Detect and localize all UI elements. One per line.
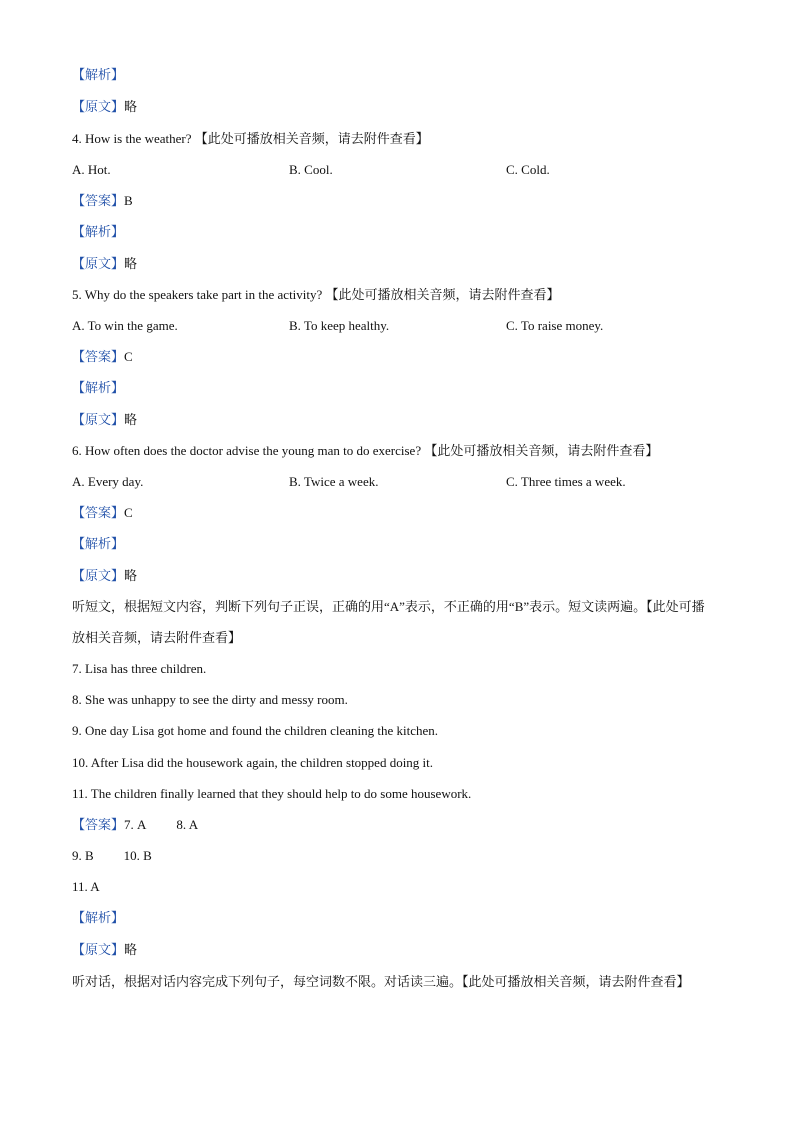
q4-option-a: A. Hot.: [72, 162, 111, 177]
tf-answer-line: [72, 816, 198, 834]
q5-answer: C: [124, 349, 133, 364]
tf-answer-11: 11. A: [72, 879, 100, 894]
omitted-text: 略: [124, 256, 138, 271]
original-tag: 【原文】: [72, 568, 125, 583]
omitted-text: 略: [124, 942, 138, 957]
q5-analysis-line: [72, 379, 124, 397]
tf-statement-9: 9. One day Lisa got home and found the children cleaning the kitchen.: [72, 723, 439, 738]
q4-answer-line: [72, 192, 133, 210]
q4-original-line: [72, 255, 137, 273]
original-tag: 【原文】: [72, 99, 125, 114]
tf-answer-7: 7. A: [124, 817, 147, 832]
q4-option-c: C. Cold.: [506, 162, 550, 177]
analysis-tag: 【解析】: [72, 910, 125, 925]
q6-option-a: A. Every day.: [72, 474, 144, 489]
omitted-text: 略: [124, 568, 138, 583]
fill-instruction: 听对话，根据对话内容完成下列句子，每空词数不限。对话读三遍。【此处可播放相关音频，请去附件查看】: [72, 974, 690, 989]
q6-analysis-line: [72, 535, 124, 553]
q5-original-line: [72, 411, 137, 429]
tf-answer-9: 9. B: [72, 848, 94, 863]
question-4-text: 4. How is the weather?: [72, 131, 192, 146]
answer-tag: 【答案】: [72, 193, 125, 208]
tf-answer-8: 8. A: [176, 817, 199, 832]
tf-statement-7: 7. Lisa has three children.: [72, 661, 207, 676]
tf-statement-10: 10. After Lisa did the housework again, the children stopped doing it.: [72, 755, 434, 770]
q6-answer-line: [72, 504, 133, 522]
tf-statement-11: 11. The children finally learned that they should help to do some housework.: [72, 786, 472, 801]
tf-original-line: [72, 941, 137, 959]
tf-answer-10: 10. B: [123, 848, 152, 863]
answer-tag: 【答案】: [72, 505, 125, 520]
audio-note: 【此处可播放相关音频，请去附件查看】: [424, 443, 659, 458]
analysis-tag: 【解析】: [72, 380, 125, 395]
q6-answer: C: [124, 505, 133, 520]
q6-original-line: [72, 567, 137, 585]
tf-answer-line-2: [72, 847, 152, 865]
q6-option-b: B. Twice a week.: [289, 474, 379, 489]
tf-analysis-line: [72, 909, 124, 927]
q5-option-c: C. To raise money.: [506, 318, 604, 333]
analysis-tag: 【解析】: [72, 536, 125, 551]
analysis-tag: 【解析】: [72, 224, 125, 239]
q5-option-b: B. To keep healthy.: [289, 318, 390, 333]
q5-option-a: A. To win the game.: [72, 318, 178, 333]
audio-note: 【此处可播放相关音频，请去附件查看】: [194, 131, 429, 146]
tf-statement-8: 8. She was unhappy to see the dirty and messy room.: [72, 692, 348, 707]
analysis-tag: 【解析】: [72, 67, 125, 82]
audio-note: 【此处可播放相关音频，请去附件查看】: [325, 287, 560, 302]
answer-tag: 【答案】: [72, 349, 125, 364]
question-6-text: 6. How often does the doctor advise the young man to do exercise?: [72, 443, 422, 458]
original-tag: 【原文】: [72, 256, 125, 271]
q4-answer: B: [124, 193, 133, 208]
q4-analysis-line: [72, 223, 124, 241]
q5-answer-line: [72, 348, 133, 366]
question-4: [72, 130, 429, 148]
tf-instruction: 听短文，根据短文内容，判断下列句子正误，正确的用“A”表示，不正确的用“B”表示。短文读两遍。【此处可播放相关音频，请去附件查看】: [72, 599, 705, 645]
original-tag: 【原文】: [72, 412, 125, 427]
original-tag: 【原文】: [72, 942, 125, 957]
analysis-line: [72, 66, 124, 84]
q6-option-c: C. Three times a week.: [506, 474, 626, 489]
question-6: [72, 442, 658, 460]
tf-answer-line-3: [72, 878, 100, 896]
omitted-text: 略: [124, 99, 138, 114]
answer-tag: 【答案】: [72, 817, 125, 832]
question-5: [72, 286, 560, 304]
original-line: [72, 98, 137, 116]
question-5-text: 5. Why do the speakers take part in the activity?: [72, 287, 323, 302]
omitted-text: 略: [124, 412, 138, 427]
q4-option-b: B. Cool.: [289, 162, 333, 177]
